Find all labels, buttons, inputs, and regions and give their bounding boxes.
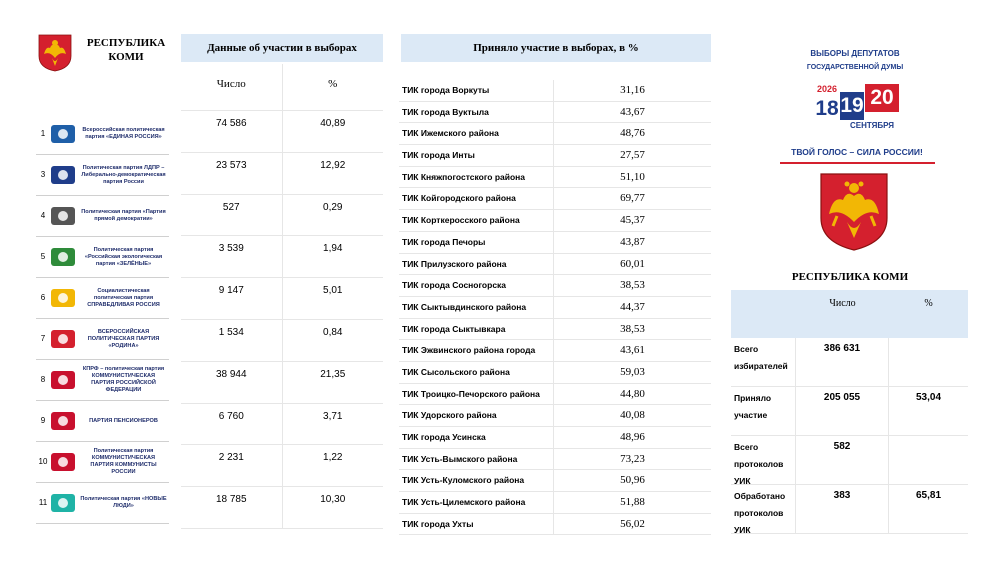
- participation-table-subheader: [181, 64, 383, 111]
- party-number: 4: [40, 211, 46, 220]
- turnout-row: [399, 470, 711, 492]
- left-header: [36, 34, 172, 74]
- participation-row: [181, 404, 383, 446]
- turnout-row: [399, 188, 711, 210]
- turnout-value: 69,77: [620, 192, 645, 205]
- turnout-row: [399, 427, 711, 449]
- party-number: 7: [40, 334, 46, 343]
- turnout-value: 31,16: [620, 84, 645, 96]
- party-vote-count: 9 147: [181, 278, 283, 319]
- turnout-value: 48,76: [620, 127, 645, 140]
- party-number: 5: [40, 252, 46, 261]
- party-vote-count: 38 944: [181, 362, 283, 403]
- election-banner-title: ВЫБОРЫ ДЕПУТАТОВ ГОСУДАРСТВЕННОЙ ДУМЫ: [806, 49, 904, 71]
- party-row: [36, 483, 169, 524]
- participation-table: [181, 64, 383, 529]
- turnout-value: 43,67: [620, 105, 645, 118]
- election-day-3: 20: [865, 84, 899, 112]
- party-logo-icon: [50, 203, 76, 229]
- election-day-2: 19: [840, 92, 864, 120]
- party-row: [36, 401, 169, 442]
- election-month: СЕНТЯБРЯ: [849, 121, 895, 130]
- party-logo-icon: [50, 408, 76, 434]
- party-vote-count: 3 539: [181, 236, 283, 277]
- party-vote-percent: 1,94: [323, 243, 343, 255]
- party-number: 6: [40, 293, 46, 302]
- turnout-row: [399, 492, 711, 514]
- party-row: [36, 319, 169, 360]
- party-name: Социалистическая политическая партия СПРАВЕДЛИВАЯ РОССИЯ: [87, 287, 160, 308]
- participation-row: [181, 320, 383, 362]
- party-name: Всероссийская политическая партия «ЕДИНАЯ РОССИЯ»: [82, 127, 165, 140]
- summary-percent: 65,81: [915, 490, 942, 501]
- turnout-table: [399, 80, 711, 535]
- turnout-value: 44,80: [620, 387, 645, 400]
- election-year: 2026: [816, 84, 838, 94]
- turnout-row: [399, 254, 711, 276]
- participation-row: [181, 278, 383, 320]
- turnout-row: [399, 405, 711, 427]
- tik-name: ТИК Удорского района: [399, 405, 554, 426]
- summary-count: 582: [796, 436, 889, 484]
- turnout-row: [399, 297, 711, 319]
- turnout-value: 43,61: [620, 344, 645, 357]
- turnout-value: 40,08: [620, 409, 645, 422]
- summary-title: РЕСПУБЛИКА КОМИ: [791, 271, 909, 283]
- turnout-value: 27,57: [620, 149, 645, 162]
- turnout-row: [399, 102, 711, 124]
- turnout-value: 48,96: [620, 431, 645, 443]
- tik-name: ТИК города Вуктыла: [399, 102, 554, 123]
- party-row: [36, 196, 169, 237]
- turnout-row: [399, 340, 711, 362]
- turnout-value: 56,02: [620, 517, 645, 530]
- turnout-value: 44,37: [620, 300, 645, 313]
- tik-name: ТИК города Воркуты: [399, 80, 554, 101]
- tik-name: ТИК города Сыктывкара: [399, 319, 554, 340]
- turnout-row: [399, 319, 711, 341]
- tik-name: ТИК Княжпогостского района: [399, 167, 554, 188]
- party-number: 10: [38, 457, 48, 466]
- turnout-row: [399, 145, 711, 167]
- party-number: 1: [40, 129, 46, 138]
- summary-label: Обработано протоколов УИК: [731, 485, 796, 533]
- summary-table-body: [731, 338, 968, 534]
- turnout-value: 38,53: [620, 279, 645, 292]
- turnout-row: [399, 384, 711, 406]
- tik-name: ТИК Усть-Куломского района: [399, 470, 554, 491]
- summary-label: Приняло участие: [731, 387, 796, 435]
- tik-name: ТИК Эжвинского района города: [399, 340, 554, 361]
- summary-count: 383: [796, 485, 889, 533]
- party-row: [36, 237, 169, 278]
- turnout-row: [399, 449, 711, 471]
- election-date-block: [815, 84, 905, 132]
- turnout-row: [399, 275, 711, 297]
- party-vote-count: 527: [181, 195, 283, 236]
- participation-row: [181, 362, 383, 404]
- turnout-row: [399, 232, 711, 254]
- party-vote-percent: 40,89: [320, 118, 346, 129]
- party-vote-percent: 5,01: [323, 285, 343, 297]
- turnout-value: 43,87: [620, 235, 645, 248]
- tik-name: ТИК Ижемского района: [399, 123, 554, 144]
- tik-name: ТИК Усть-Цилемского района: [399, 492, 554, 513]
- party-logo-icon: [50, 121, 76, 147]
- tik-name: ТИК Усть-Вымского района: [399, 449, 554, 470]
- party-vote-percent: 0,29: [323, 201, 343, 213]
- summary-count: 205 055: [796, 387, 889, 435]
- participation-table-header: Данные об участии в выборах: [181, 34, 383, 62]
- summary-percent: [889, 436, 968, 484]
- election-day-1: 18: [815, 97, 839, 120]
- party-vote-count: 6 760: [181, 404, 283, 445]
- komi-coat-of-arms-icon: [38, 34, 72, 72]
- participation-row: [181, 195, 383, 237]
- col-count-label: Число: [181, 64, 283, 110]
- party-logo-icon: [50, 285, 76, 311]
- party-logo-icon: [50, 490, 76, 516]
- slogan-underline: [780, 162, 935, 164]
- turnout-value: 51,88: [620, 496, 645, 509]
- party-vote-percent: 12,92: [320, 159, 346, 171]
- turnout-value: 50,96: [620, 474, 645, 487]
- party-vote-percent: 3,71: [323, 410, 343, 422]
- party-vote-percent: 10,30: [320, 494, 346, 506]
- party-name: Политическая партия «Партия прямой демократии»: [81, 209, 166, 222]
- turnout-row: [399, 123, 711, 145]
- summary-count: 386 631: [796, 338, 889, 386]
- party-row: [36, 278, 169, 319]
- election-slogan: ТВОЙ ГОЛОС – СИЛА РОССИИ!: [791, 147, 923, 157]
- summary-header-empty: [731, 290, 796, 338]
- party-vote-count: 1 534: [181, 320, 283, 361]
- participation-row: [181, 236, 383, 278]
- party-row: [36, 442, 169, 483]
- party-number: 8: [40, 375, 46, 384]
- party-list: [36, 114, 169, 524]
- turnout-row: [399, 514, 711, 536]
- participation-row: [181, 487, 383, 529]
- party-name: КПРФ – политическая партия КОММУНИСТИЧЕСКАЯ ПАРТИЯ РОССИЙСКОЙ ФЕДЕРАЦИИ: [82, 366, 165, 393]
- party-logo-icon: [50, 244, 76, 270]
- tik-name: ТИК города Усинска: [399, 427, 554, 448]
- region-title-left: РЕСПУБЛИКА КОМИ: [86, 37, 166, 63]
- col-percent-label: %: [328, 78, 338, 90]
- turnout-value: 59,03: [620, 365, 645, 378]
- party-name: Политическая партия ЛДПР – Либерально-демократическая партия России: [81, 164, 166, 185]
- turnout-row: [399, 362, 711, 384]
- party-number: 11: [38, 498, 48, 507]
- summary-percent: [889, 338, 968, 386]
- participation-row: [181, 445, 383, 487]
- tik-name: ТИК Койгородского района: [399, 188, 554, 209]
- party-name: ПАРТИЯ ПЕНСИОНЕРОВ: [89, 417, 158, 424]
- tik-name: ТИК Сыктывдинского района: [399, 297, 554, 318]
- turnout-value: 60,01: [620, 257, 645, 270]
- party-logo-icon: [50, 162, 76, 188]
- tik-name: ТИК Корткеросского района: [399, 210, 554, 231]
- party-row: [36, 114, 169, 155]
- party-logo-icon: [50, 326, 76, 352]
- summary-table-header: [731, 290, 968, 338]
- turnout-row: [399, 167, 711, 189]
- komi-coat-of-arms-large-icon: [819, 172, 889, 252]
- summary-table: [731, 290, 968, 534]
- summary-row: [731, 485, 968, 534]
- party-number: 3: [40, 170, 46, 179]
- party-vote-percent: 0,84: [323, 326, 343, 338]
- party-vote-count: 23 573: [181, 153, 283, 194]
- turnout-value: 73,23: [620, 452, 645, 465]
- tik-name: ТИК Сысольского района: [399, 362, 554, 383]
- party-vote-count: 18 785: [181, 487, 283, 528]
- party-row: [36, 155, 169, 196]
- turnout-row: [399, 210, 711, 232]
- turnout-value: 51,10: [620, 170, 645, 183]
- party-name: Политическая партия «Российская экологическая партия «ЗЕЛЁНЫЕ»: [84, 246, 163, 267]
- participation-row: [181, 153, 383, 195]
- party-logo-icon: [50, 449, 76, 475]
- participation-row: [181, 111, 383, 153]
- tik-name: ТИК города Печоры: [399, 232, 554, 253]
- summary-percent: 53,04: [915, 392, 942, 403]
- party-vote-percent: 1,22: [323, 452, 343, 464]
- tik-name: ТИК города Инты: [399, 145, 554, 166]
- party-name: Политическая партия КОММУНИСТИЧЕСКАЯ ПАРТИЯ КОММУНИСТЫ РОССИИ: [90, 448, 157, 475]
- turnout-value: 45,37: [620, 214, 645, 227]
- party-vote-count: 2 231: [181, 445, 283, 486]
- party-row: [36, 360, 169, 401]
- tik-name: ТИК Троицко-Печорского района: [399, 384, 554, 405]
- party-vote-count: 74 586: [181, 111, 283, 152]
- turnout-table-header: Приняло участие в выборах, в %: [401, 34, 711, 62]
- turnout-value: 38,53: [620, 322, 645, 335]
- tik-name: ТИК города Сосногорска: [399, 275, 554, 296]
- summary-label: Всего протоколов УИК: [731, 436, 796, 484]
- party-vote-percent: 21,35: [320, 368, 346, 380]
- tik-name: ТИК города Ухты: [399, 514, 554, 535]
- summary-col-count-label: Число: [829, 298, 856, 309]
- party-number: 9: [40, 416, 46, 425]
- turnout-row: [399, 80, 711, 102]
- summary-row: [731, 387, 968, 436]
- participation-table-body: [181, 111, 383, 529]
- party-logo-icon: [50, 367, 76, 393]
- summary-row: [731, 436, 968, 485]
- summary-col-percent-label: %: [924, 298, 933, 309]
- summary-label: Всего избирателей: [731, 338, 796, 386]
- tik-name: ТИК Прилузского района: [399, 254, 554, 275]
- party-name: ВСЕРОССИЙСКАЯ ПОЛИТИЧЕСКАЯ ПАРТИЯ «РОДИНА»: [87, 328, 160, 349]
- summary-row: [731, 338, 968, 387]
- party-name: Политическая партия «НОВЫЕ ЛЮДИ»: [80, 496, 167, 509]
